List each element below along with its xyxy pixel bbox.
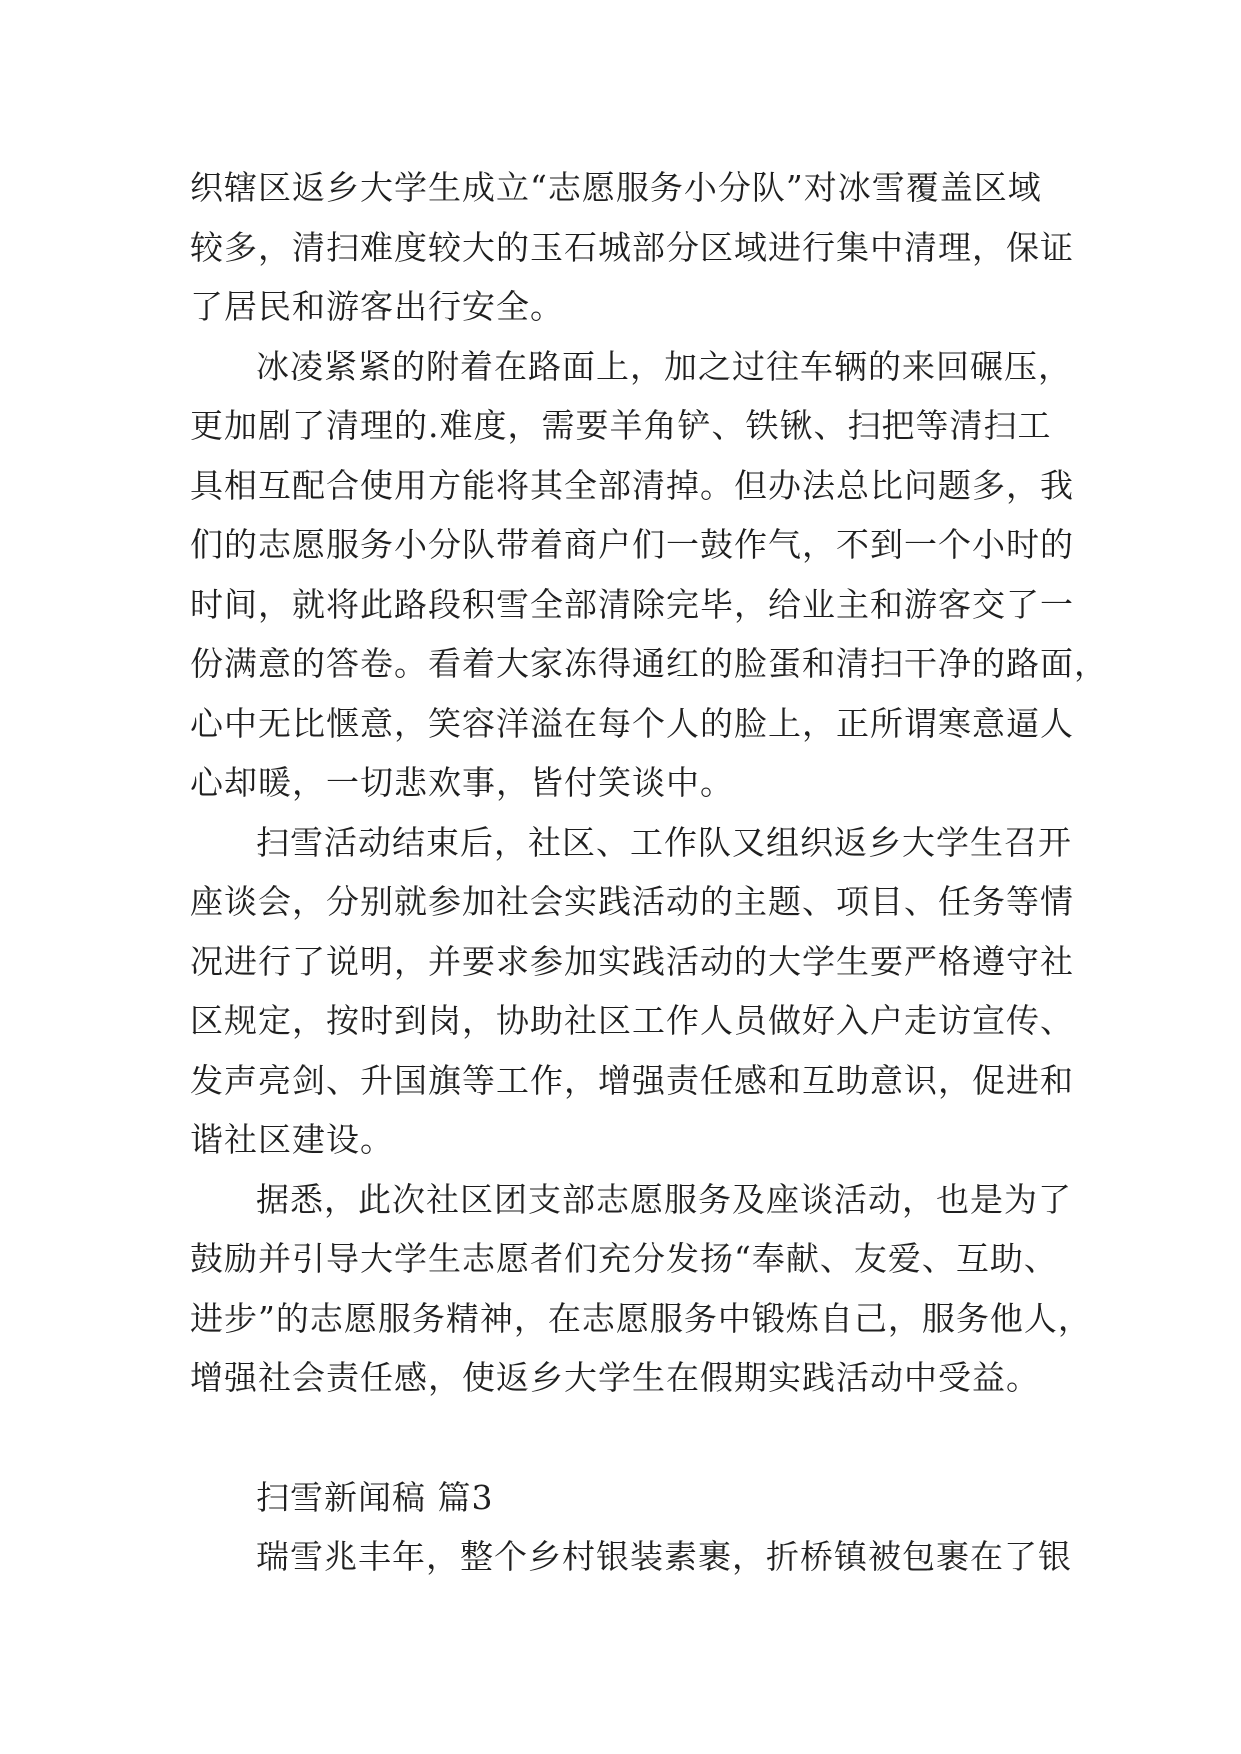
text-line: 进步”的志愿服务精神，在志愿服务中锻炼自己，服务他人， (190, 1298, 1092, 1338)
text-line: 区规定，按时到岗，协助社区工作人员做好入户走访宣传、 (190, 1001, 1074, 1040)
text-line: 座谈会，分别就参加社会实践活动的主题、项目、任务等情 (190, 882, 1074, 921)
text-line: 况进行了说明，并要求参加实践活动的大学生要严格遵守社 (190, 941, 1074, 981)
text-line: 冰凌紧紧的附着在路面上，加之过往车辆的来回碾压， (256, 346, 1072, 386)
text-line: 瑞雪兆丰年，整个乡村银装素裹，折桥镇被包裹在了银 (256, 1537, 1072, 1576)
document-body (190, 158, 1108, 1587)
text-line: 扫雪活动结束后，社区、工作队又组织返乡大学生召开 (256, 822, 1072, 862)
paragraph-next-section (190, 1527, 1070, 1587)
text-line: 份满意的答卷。看着大家冻得通红的脸蛋和清扫干净的路面， (190, 644, 1108, 683)
text-line: 谐社区建设。 (190, 1120, 394, 1159)
text-line: 时间，就将此路段积雪全部清除完毕，给业主和游客交了一 (190, 584, 1074, 624)
text-line: 心却暖，一切悲欢事，皆付笑谈中。 (190, 763, 734, 802)
text-line: 据悉，此次社区团支部志愿服务及座谈活动，也是为了 (256, 1179, 1072, 1219)
paragraph-symposium (190, 813, 1074, 1170)
text-line: 更加剧了清理的.难度，需要羊角铲、铁锹、扫把等清扫工 (190, 406, 1052, 445)
text-line: 较多，清扫难度较大的玉石城部分区域进行集中清理，保证 (190, 227, 1074, 267)
text-line: 了居民和游客出行安全。 (190, 287, 564, 326)
paragraph-ice-clearing (190, 337, 1108, 813)
section-heading: 扫雪新闻稿 篇3 (256, 1477, 494, 1517)
paragraph-continuation (190, 158, 1074, 337)
text-line: 织辖区返乡大学生成立“志愿服务小分队”对冰雪覆盖区域 (190, 168, 1042, 207)
text-line: 鼓励并引导大学生志愿者们充分发扬“奉献、友爱、互助、 (190, 1239, 1058, 1278)
text-line: 增强社会责任感，使返乡大学生在假期实践活动中受益。 (190, 1358, 1040, 1397)
paragraph-summary (190, 1170, 1092, 1408)
text-line: 们的志愿服务小分队带着商户们一鼓作气，不到一个小时的 (190, 525, 1074, 564)
text-line: 具相互配合使用方能将其全部清掉。但办法总比问题多，我 (190, 465, 1074, 505)
text-line: 发声亮剑、升国旗等工作，增强责任感和互助意识，促进和 (190, 1060, 1074, 1100)
text-line: 心中无比惬意，笑容洋溢在每个人的脸上，正所谓寒意逼人 (190, 703, 1074, 743)
